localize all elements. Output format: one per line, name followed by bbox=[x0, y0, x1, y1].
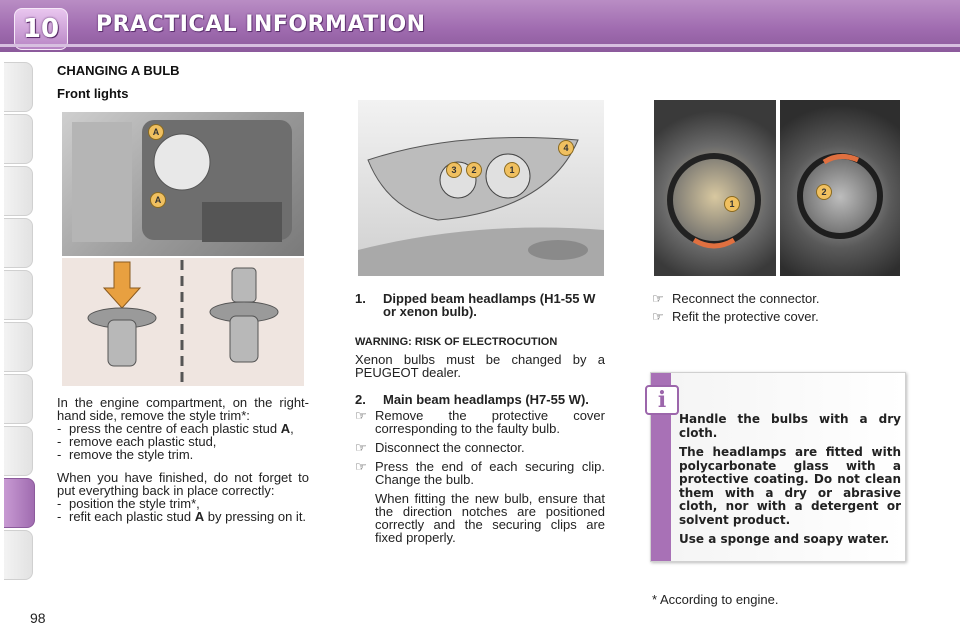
middle-text bbox=[355, 292, 605, 544]
chapter-tab[interactable] bbox=[4, 426, 33, 476]
chapter-tab[interactable] bbox=[4, 322, 33, 372]
numbered-item-2: 2. Main beam headlamps (H7-55 W). bbox=[355, 392, 589, 407]
list-item: ☞ Reconnect the connector. bbox=[652, 291, 820, 306]
bulb-holder-drawing bbox=[654, 100, 776, 276]
after-paragraph: When you have finished, do not forget to put everything back in place correctly: bbox=[57, 470, 309, 498]
chapter-tab[interactable] bbox=[4, 374, 33, 424]
chapter-tab[interactable] bbox=[4, 62, 33, 112]
callout-a: A bbox=[148, 124, 164, 140]
callout-2: 2 bbox=[816, 184, 832, 200]
page-number: 98 bbox=[30, 610, 46, 626]
chapter-tab-active[interactable] bbox=[4, 478, 35, 528]
intro-paragraph: In the engine compartment, on the right-hand side, remove the style trim*: bbox=[57, 395, 309, 423]
info-line: The headlamps are fitted with polycarbonate glass with a protective coating. Do not clean them with a dry or abrasive cloth, nor with a detergent or solvent product. bbox=[679, 445, 901, 527]
chapter-tab[interactable] bbox=[4, 530, 33, 580]
page-header bbox=[0, 0, 960, 52]
callout-1: 1 bbox=[724, 196, 740, 212]
headlamp-drawing bbox=[358, 100, 604, 276]
headlamp-figure bbox=[358, 100, 604, 276]
header-title: PRACTICAL INFORMATION bbox=[96, 12, 426, 37]
callout-4: 4 bbox=[558, 140, 574, 156]
chapter-badge: 10 bbox=[14, 8, 68, 50]
engine-compartment-figure bbox=[62, 112, 304, 256]
numbered-item-1: 1. Dipped beam headlamps (H1-55 W or xenon bulb). bbox=[355, 291, 596, 319]
callout-3: 3 bbox=[446, 162, 462, 178]
list-item: - refit each plastic stud A by pressing on it. bbox=[57, 509, 307, 524]
left-text bbox=[57, 396, 309, 523]
callout-a: A bbox=[150, 192, 166, 208]
chapter-tabs bbox=[0, 62, 34, 582]
list-item: ☞ Remove the protective cover corresponding to the faulty bulb. bbox=[355, 408, 605, 436]
section-title: CHANGING A BULB bbox=[57, 63, 180, 78]
plastic-stud-drawing bbox=[62, 258, 304, 386]
engine-compartment-drawing bbox=[62, 112, 304, 256]
chapter-tab[interactable] bbox=[4, 270, 33, 320]
callout-1: 1 bbox=[504, 162, 520, 178]
chapter-tab[interactable] bbox=[4, 166, 33, 216]
list-item: - remove the style trim. bbox=[57, 447, 194, 462]
list-item: - position the style trim*, bbox=[57, 496, 200, 511]
right-text bbox=[652, 292, 902, 323]
plastic-stud-figure bbox=[62, 258, 304, 386]
chapter-tab[interactable] bbox=[4, 218, 33, 268]
info-line: Use a sponge and soapy water. bbox=[679, 532, 890, 546]
list-item: ☞ Refit the protective cover. bbox=[652, 309, 819, 324]
list-item: ☞ Disconnect the connector. bbox=[355, 440, 525, 455]
warning-title: WARNING: RISK OF ELECTROCUTION bbox=[355, 336, 558, 348]
bulb-holder-figure-1 bbox=[654, 100, 776, 276]
warning-text: Xenon bulbs must be changed by a PEUGEOT dealer. bbox=[355, 352, 605, 380]
bulb-holder-drawing bbox=[780, 100, 900, 276]
fitting-note: When fitting the new bulb, ensure that the direction notches are positioned correctly and the securing clips are fixed properly. bbox=[375, 491, 605, 545]
list-item: - press the centre of each plastic stud A, bbox=[57, 421, 294, 436]
info-icon: i bbox=[645, 385, 679, 415]
list-item: - remove each plastic stud, bbox=[57, 434, 217, 449]
chapter-tab[interactable] bbox=[4, 114, 33, 164]
info-line: Handle the bulbs with a dry cloth. bbox=[679, 412, 901, 440]
bulb-holder-figure-2 bbox=[780, 100, 900, 276]
footnote: * According to engine. bbox=[652, 592, 779, 607]
info-text bbox=[679, 413, 901, 547]
list-item: ☞ Press the end of each securing clip. Change the bulb. bbox=[355, 459, 605, 487]
info-box bbox=[650, 372, 906, 562]
subsection-title: Front lights bbox=[57, 86, 129, 101]
callout-2: 2 bbox=[466, 162, 482, 178]
